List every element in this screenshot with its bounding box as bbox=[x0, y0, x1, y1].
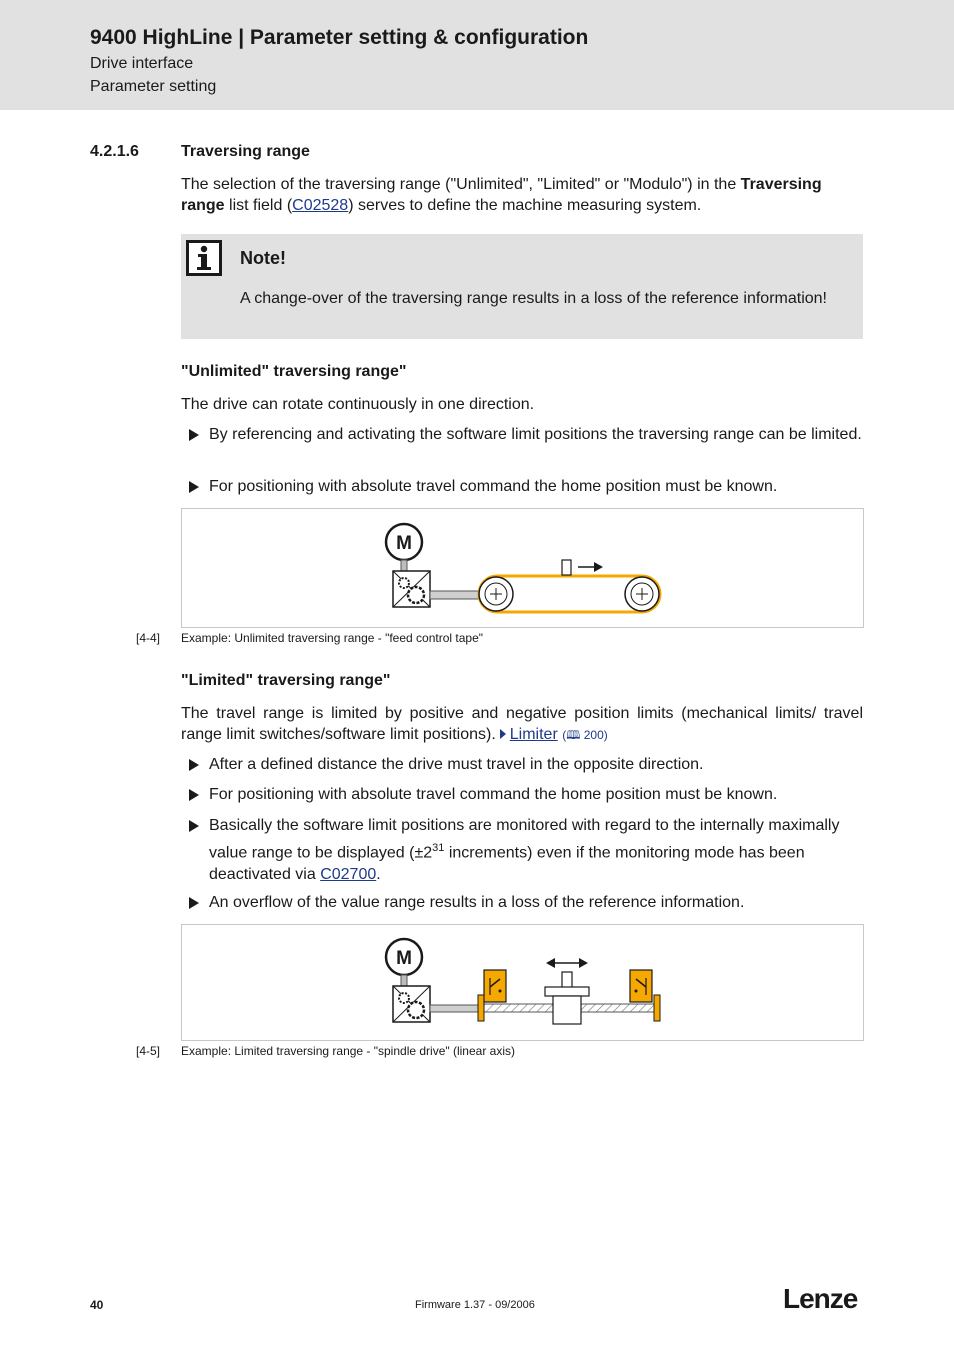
bullet-arrow-icon bbox=[189, 820, 199, 832]
unlimited-intro: The drive can rotate continuously in one direction. bbox=[181, 396, 535, 413]
link-c02528[interactable]: C02528 bbox=[292, 197, 349, 214]
limited-paragraph: The travel range is limited by positive and negative position limits (mechanical limits/ travel range limit switches/software limit positions). Limiter (🕮 200) bbox=[181, 705, 863, 743]
info-icon bbox=[186, 240, 222, 276]
subchapter-label: Parameter setting bbox=[90, 78, 217, 95]
book-icon: 🕮 bbox=[566, 728, 581, 742]
bidirectional-arrow-icon bbox=[546, 958, 588, 968]
spindle-drive-illustration bbox=[182, 925, 863, 1040]
motor-label: M bbox=[396, 948, 412, 969]
direction-arrow-icon bbox=[578, 562, 603, 572]
spindle-nut-carriage bbox=[545, 972, 589, 1024]
pulley-left bbox=[479, 577, 513, 611]
link-limiter[interactable]: Limiter bbox=[509, 726, 558, 743]
bullet-arrow-icon bbox=[189, 429, 199, 441]
limited-heading: "Limited" traversing range" bbox=[181, 672, 391, 689]
carriage bbox=[562, 560, 571, 575]
motor-icon bbox=[386, 939, 422, 987]
note-text: A change-over of the traversing range results in a loss of the reference information! bbox=[240, 290, 827, 307]
bullet-arrow-icon bbox=[189, 897, 199, 909]
traversing-range-term: Traversing range bbox=[181, 176, 822, 214]
link-c02700[interactable]: C02700 bbox=[320, 866, 377, 884]
limit-switch-left-icon bbox=[484, 970, 506, 1002]
limit-switch-right-icon bbox=[630, 970, 652, 1002]
motor-icon bbox=[386, 524, 422, 572]
pulley-right bbox=[625, 577, 659, 611]
page-number: 40 bbox=[90, 1298, 104, 1312]
note-box bbox=[181, 234, 863, 339]
document-title: 9400 HighLine | Parameter setting & configuration bbox=[90, 26, 589, 49]
firmware-version: Firmware 1.37 - 09/2006 bbox=[415, 1299, 535, 1311]
feed-control-tape-illustration bbox=[182, 509, 863, 627]
figure-limited bbox=[181, 924, 864, 1041]
figure-unlimited bbox=[181, 508, 864, 628]
page-header bbox=[0, 0, 954, 110]
gearbox-icon bbox=[393, 571, 430, 607]
note-title: Note! bbox=[240, 248, 286, 268]
lenze-logo: Lenze bbox=[783, 1283, 858, 1314]
gearbox-icon bbox=[393, 986, 430, 1022]
page-reference[interactable]: (🕮 200) bbox=[562, 728, 608, 742]
intro-paragraph: The selection of the traversing range ("Unlimited", "Limited" or "Modulo") in the Traversing range list field (C02528) serves to define the machine measuring system. bbox=[181, 176, 822, 214]
bullet-arrow-icon bbox=[189, 759, 199, 771]
bullet-arrow-icon bbox=[189, 789, 199, 801]
figure-number: [4-5] bbox=[136, 1044, 161, 1058]
section-title: Traversing range bbox=[181, 143, 310, 160]
bullet-arrow-icon bbox=[189, 481, 199, 493]
unlimited-heading: "Unlimited" traversing range" bbox=[181, 363, 407, 380]
figure-number: [4-4] bbox=[136, 631, 161, 645]
section-number: 4.2.1.6 bbox=[90, 143, 139, 160]
figure-caption: Example: Unlimited traversing range - "feed control tape" bbox=[181, 631, 483, 645]
chapter-label: Drive interface bbox=[90, 55, 194, 72]
link-arrow-icon bbox=[500, 729, 506, 739]
figure-caption: Example: Limited traversing range - "spindle drive" (linear axis) bbox=[181, 1044, 515, 1058]
motor-label: M bbox=[396, 533, 412, 554]
